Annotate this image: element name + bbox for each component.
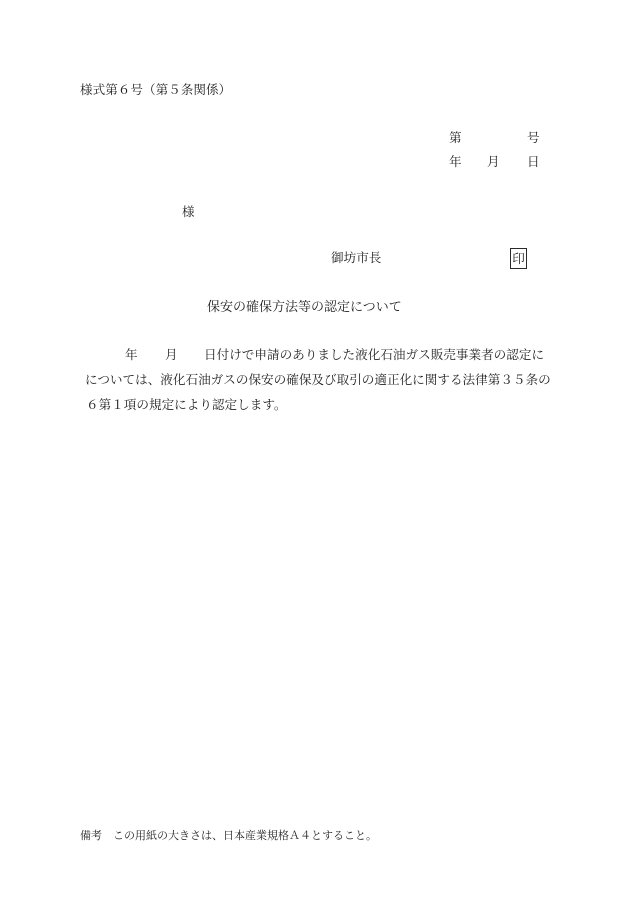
seal-label: 印 xyxy=(512,251,525,266)
form-number: 様式第６号（第５条関係） xyxy=(80,83,232,97)
addressee-honorific: 様 xyxy=(182,205,195,219)
reference-number-suffix: 号 xyxy=(527,131,540,145)
date-day-label: 日 xyxy=(527,155,540,169)
body-line-2: については、液化石油ガスの保安の確保及び取引の適正化に関する法律第３５条の xyxy=(85,373,551,387)
issuer-name: 御坊市長 xyxy=(331,251,382,265)
date-year-label: 年 xyxy=(449,155,462,169)
body-line-1: 日付けで申請のありました液化石油ガス販売事業者の認定に xyxy=(204,348,545,362)
body-line-3: ６第１項の規定により認定します。 xyxy=(86,398,287,412)
document-title: 保安の確保方法等の認定について xyxy=(207,299,402,314)
seal-stamp-box xyxy=(510,248,527,269)
date-month-label: 月 xyxy=(487,155,500,169)
footnote: 備考 この用紙の大きさは、日本産業規格Ａ４とすること。 xyxy=(80,830,377,842)
body-date-year: 年 xyxy=(125,348,138,362)
reference-number-prefix: 第 xyxy=(449,131,462,145)
body-date-month: 月 xyxy=(165,348,178,362)
